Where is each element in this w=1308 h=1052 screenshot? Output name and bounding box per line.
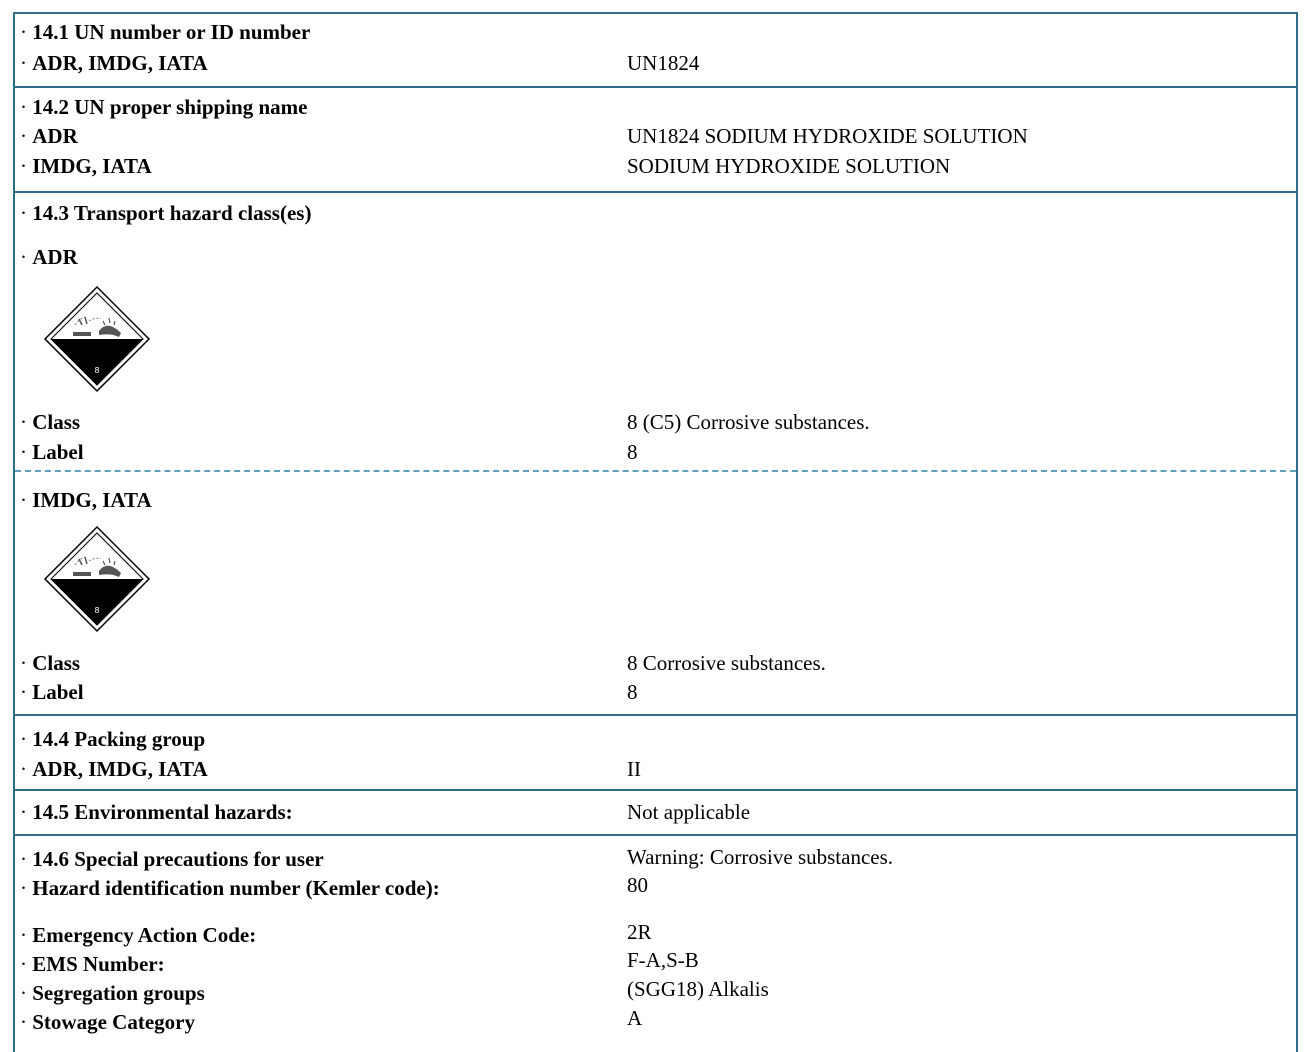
- divider: [15, 86, 1296, 88]
- adr-label-label: · Label: [20, 440, 84, 464]
- divider: [15, 714, 1296, 716]
- corrosive-hazard-diamond-icon: [43, 285, 151, 393]
- section-14-4-modes: · ADR, IMDG, IATA: [20, 757, 208, 781]
- section-14-4-heading: · 14.4 Packing group: [20, 727, 206, 751]
- imdg-hazard-label: · IMDG, IATA: [20, 488, 152, 512]
- kemler-code-label: · Hazard identification number (Kemler code):: [20, 876, 440, 900]
- adr-class-label: · Class: [20, 410, 81, 434]
- dashed-divider: [15, 470, 1296, 472]
- imdg-shipping-name: SODIUM HYDROXIDE SOLUTION: [627, 154, 951, 178]
- special-precautions-value: Warning: Corrosive substances.: [627, 845, 894, 869]
- section-14-6-heading: · 14.6 Special precautions for user: [20, 847, 324, 871]
- segregation-groups-value: (SGG18) Alkalis: [627, 977, 769, 1001]
- emergency-action-code-value: 2R: [627, 920, 652, 944]
- adr-shipping-name: UN1824 SODIUM HYDROXIDE SOLUTION: [627, 124, 1028, 148]
- kemler-code-value: 80: [627, 873, 648, 897]
- imdg-class-value: 8 Corrosive substances.: [627, 651, 826, 675]
- section-14-1-modes: · ADR, IMDG, IATA: [20, 51, 208, 75]
- imdg-shipping-label: · IMDG, IATA: [20, 154, 152, 178]
- packing-group-value: II: [627, 757, 641, 781]
- section-14-5-heading: · 14.5 Environmental hazards:: [20, 800, 293, 824]
- adr-label-value: 8: [627, 440, 638, 464]
- divider: [15, 789, 1296, 791]
- section-14-1-heading: · 14.1 UN number or ID number: [20, 20, 311, 44]
- un-number-value: UN1824: [627, 51, 700, 75]
- ems-number-value: F-A,S-B: [627, 948, 699, 972]
- environmental-hazards-value: Not applicable: [627, 800, 751, 824]
- imdg-label-label: · Label: [20, 680, 84, 704]
- pictogram-number: 8: [94, 366, 100, 375]
- corrosive-hazard-diamond-icon: [43, 525, 151, 633]
- emergency-action-code-label: · Emergency Action Code:: [20, 923, 257, 947]
- adr-shipping-label: · ADR: [20, 124, 78, 148]
- stowage-category-value: A: [627, 1006, 643, 1030]
- section-14-3-heading: · 14.3 Transport hazard class(es): [20, 201, 312, 225]
- section-14-2-heading: · 14.2 UN proper shipping name: [20, 95, 308, 119]
- adr-hazard-label: · ADR: [20, 245, 78, 269]
- segregation-groups-label: · Segregation groups: [20, 981, 205, 1005]
- adr-class-value: 8 (C5) Corrosive substances.: [627, 410, 870, 434]
- pictogram-number: 8: [94, 606, 100, 615]
- divider: [15, 834, 1296, 836]
- imdg-class-label: · Class: [20, 651, 81, 675]
- stowage-category-label: · Stowage Category: [20, 1010, 195, 1034]
- divider: [15, 191, 1296, 193]
- ems-number-label: · EMS Number:: [20, 952, 165, 976]
- imdg-label-value: 8: [627, 680, 638, 704]
